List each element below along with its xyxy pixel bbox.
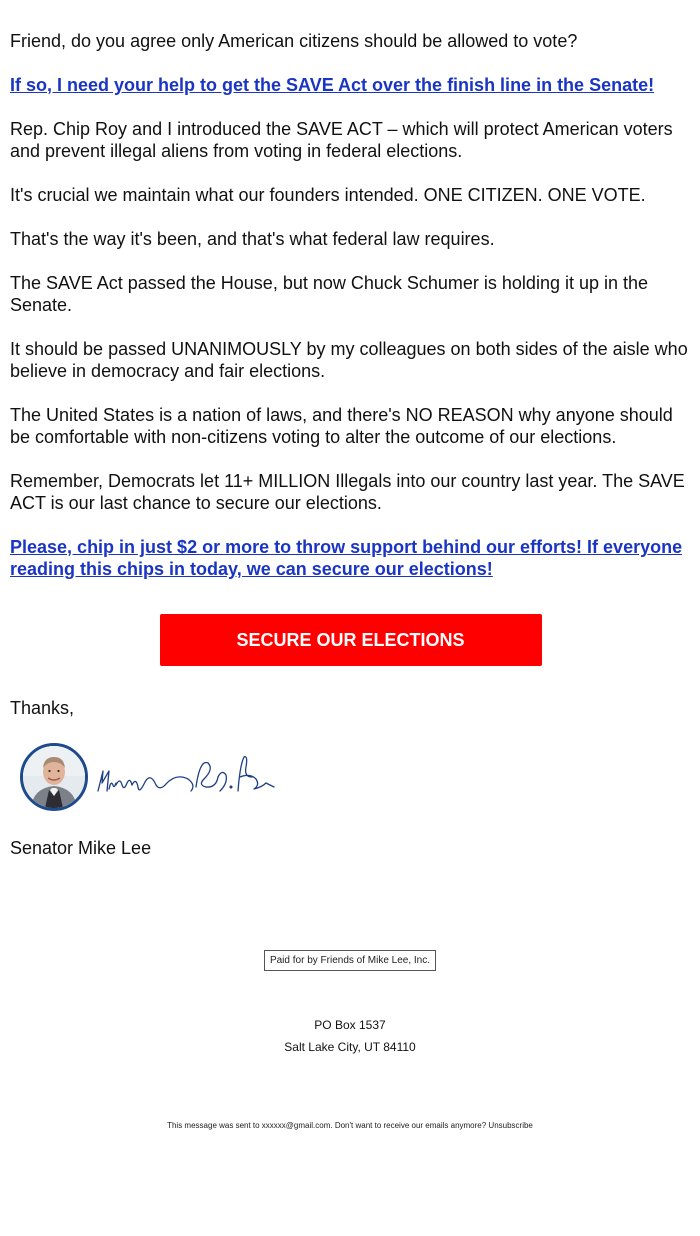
address-line-2: Salt Lake City, UT 84110 bbox=[284, 1040, 416, 1054]
senator-portrait-icon bbox=[23, 746, 85, 808]
cta-wrapper bbox=[10, 614, 692, 666]
closing-thanks: Thanks, bbox=[10, 698, 75, 718]
greeting: Friend, do you agree only American citizens should be allowed to vote? bbox=[10, 31, 578, 51]
signer-name: Senator Mike Lee bbox=[10, 838, 152, 858]
paragraph-3: That's the way it's been, and that's what federal law requires. bbox=[10, 229, 495, 249]
secure-elections-button[interactable]: SECURE OUR ELECTIONS bbox=[160, 614, 542, 666]
paragraph-6: The United States is a nation of laws, and there's NO REASON why anyone should be comfortable with non-citizens voting to alter the outcome of our elections. bbox=[10, 405, 673, 447]
paragraph-1: Rep. Chip Roy and I introduced the SAVE ACT – which will protect American voters and prevent illegal aliens from voting in federal elections. bbox=[10, 119, 673, 161]
email-body bbox=[10, 30, 692, 666]
paragraph-7: Remember, Democrats let 11+ MILLION Illegals into our country last year. The SAVE ACT is our last chance to secure our elections. bbox=[10, 471, 685, 513]
signature-block bbox=[20, 743, 290, 811]
top-link-paragraph bbox=[10, 74, 692, 96]
paragraph-2: It's crucial we maintain what our founders intended. ONE CITIZEN. ONE VOTE. bbox=[10, 185, 646, 205]
handwritten-signature-icon bbox=[92, 747, 282, 803]
avatar bbox=[20, 743, 88, 811]
paragraph-4: The SAVE Act passed the House, but now Chuck Schumer is holding it up in the Senate. bbox=[10, 273, 649, 315]
paragraph-5: It should be passed UNANIMOUSLY by my colleagues on both sides of the aisle who believe in democracy and fair elections. bbox=[10, 339, 688, 381]
bottom-link-paragraph bbox=[10, 536, 692, 580]
paid-for-box: Paid for by Friends of Mike Lee, Inc. bbox=[264, 950, 436, 971]
address-line-1: PO Box 1537 bbox=[314, 1018, 386, 1032]
unsubscribe-notice[interactable]: This message was sent to xxxxxx@gmail.com. Don't want to receive our emails anymore? Unsubscribe bbox=[167, 1121, 533, 1130]
donate-link-top[interactable]: If so, I need your help to get the SAVE Act over the finish line in the Senate! bbox=[10, 75, 655, 95]
donate-link-bottom[interactable]: Please, chip in just $2 or more to throw support behind our efforts! If everyone reading this chips in today, we can secure our elections! bbox=[10, 537, 683, 579]
